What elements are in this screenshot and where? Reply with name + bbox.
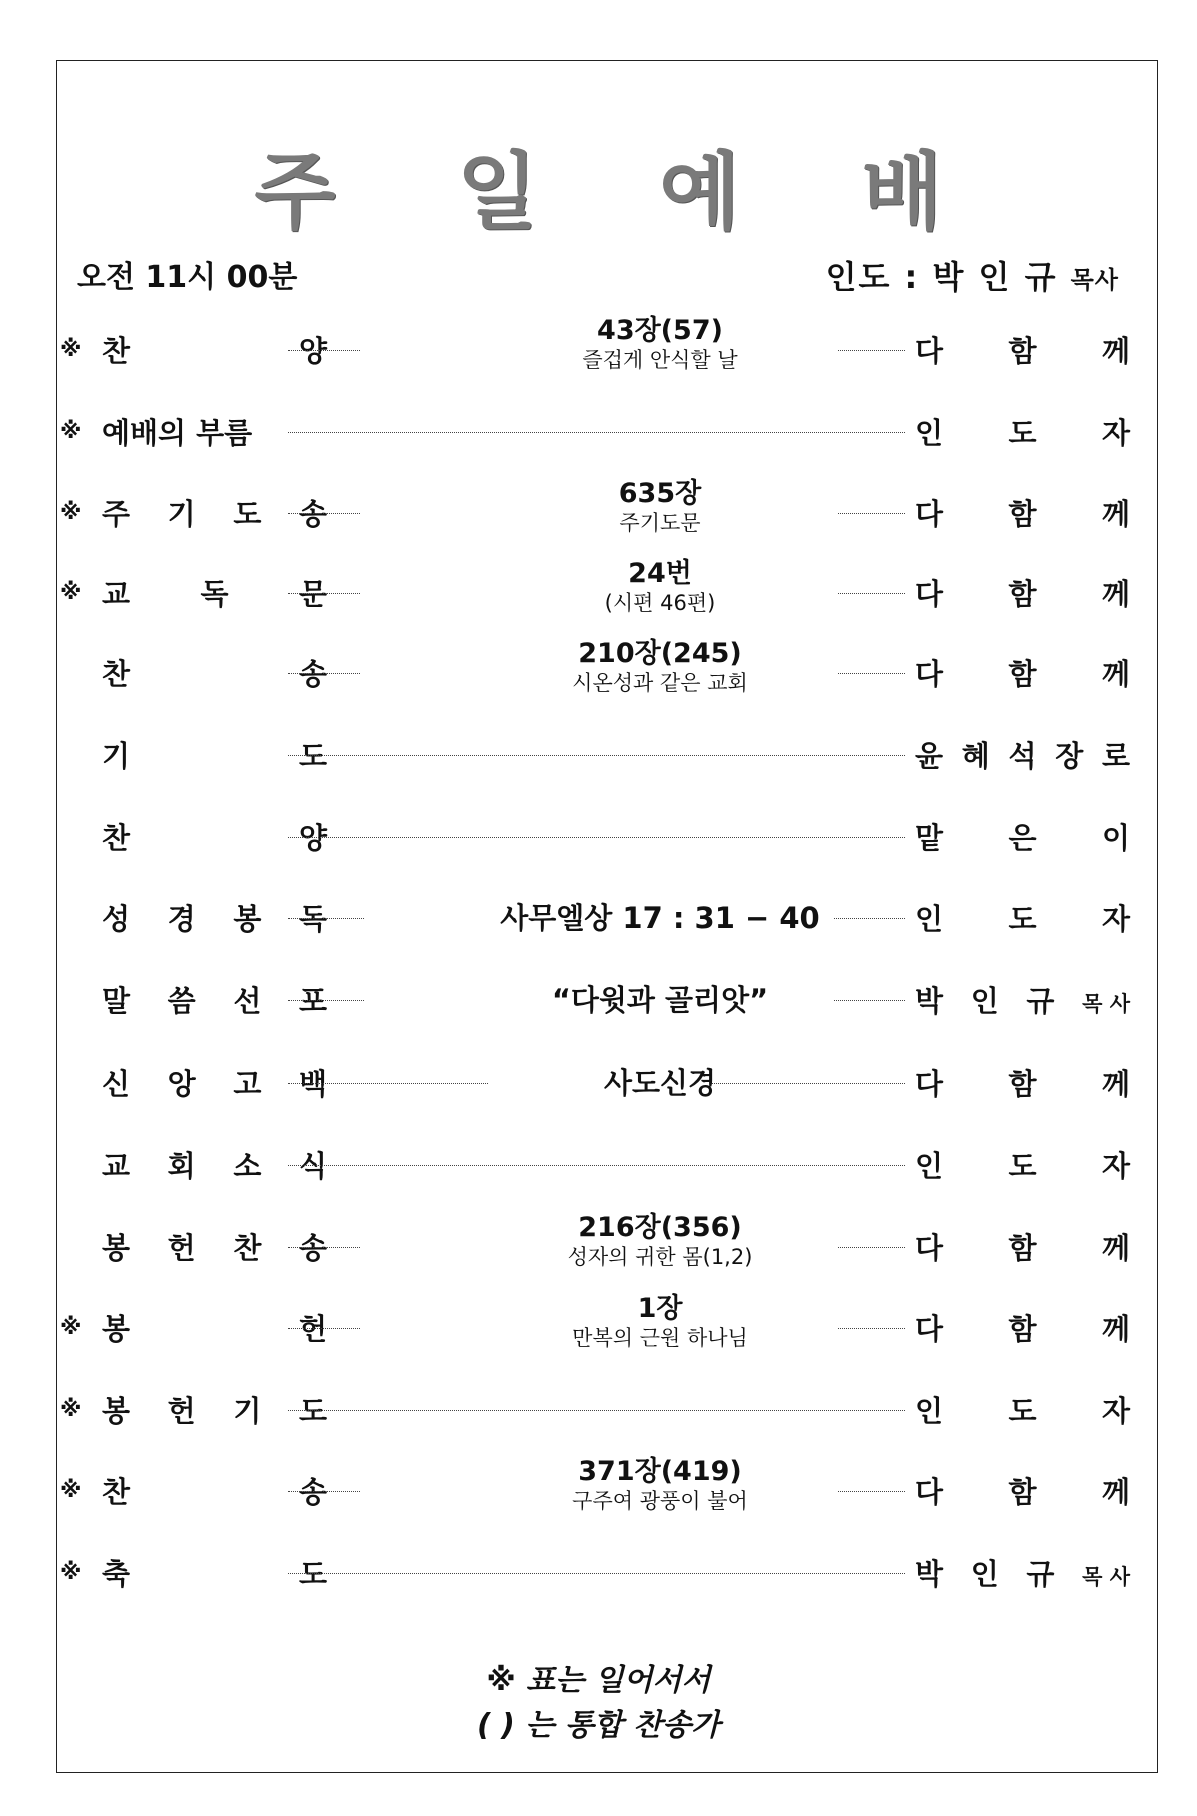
participant-char: 다 (915, 1231, 944, 1265)
row-item-char: 찬 (102, 821, 131, 855)
row-participant (915, 411, 1130, 452)
row-content (360, 893, 960, 943)
worship-row (60, 1385, 1140, 1435)
leader-role: 목사 (1070, 266, 1119, 294)
row-item-char: 헌 (167, 1394, 196, 1428)
row-item-char: 송 (298, 1231, 327, 1265)
hymn-title: 시온성과 같은 교회 (572, 671, 748, 695)
row-item-char: 주 (102, 497, 131, 531)
participant-char: 인 (970, 1557, 999, 1591)
dot-leader (288, 837, 905, 838)
hymn-or-text: 사무엘상 17 : 31 − 40 (500, 901, 820, 935)
hymn-title: 즐겁게 안식할 날 (582, 348, 738, 372)
row-item-char: 신 (102, 1067, 131, 1101)
participant-char: 목 사 (1082, 992, 1130, 1016)
worship-row (60, 730, 1140, 780)
row-item-char: 예배의 부름 (102, 416, 253, 450)
participant-char: 장 (1055, 739, 1084, 773)
hymn-or-text: 216장(356) (578, 1212, 742, 1243)
row-item-char: 성 (102, 902, 131, 936)
participant-char: 께 (1101, 577, 1130, 611)
participant-char: 인 (915, 1149, 944, 1183)
participant-char: 께 (1101, 657, 1130, 691)
worship-row (60, 638, 1140, 698)
dot-leader (288, 432, 905, 433)
participant-char: 함 (1008, 1475, 1037, 1509)
participant-char: 다 (915, 1475, 944, 1509)
row-item-char: 봉 (102, 1231, 131, 1265)
row-content (360, 1058, 960, 1108)
dot-leader (288, 1247, 360, 1248)
row-item-char: 독 (298, 902, 327, 936)
row-content (360, 1293, 960, 1351)
row-item-char: 도 (233, 497, 262, 531)
participant-char: 박 (915, 984, 944, 1018)
participant-char: 도 (1008, 1394, 1037, 1428)
participant-char: 규 (1026, 984, 1055, 1018)
row-item-char: 기 (167, 497, 196, 531)
participant-char: 도 (1008, 902, 1037, 936)
row-item-char: 봉 (233, 902, 262, 936)
row-content (360, 558, 960, 616)
participant-char: 함 (1008, 657, 1037, 691)
standing-mark: ※ (60, 580, 82, 605)
hymn-or-text: 371장(419) (578, 1456, 742, 1487)
row-item-char: 찬 (102, 334, 131, 368)
dot-leader (288, 755, 905, 756)
hymn-or-text: 24번 (628, 558, 692, 589)
row-participant (915, 816, 1130, 857)
worship-row (60, 975, 1140, 1025)
worship-row (60, 407, 1140, 457)
worship-row (60, 893, 1140, 943)
dot-leader (288, 1410, 905, 1411)
row-item-char: 축 (102, 1557, 131, 1591)
row-participant (915, 897, 1130, 938)
standing-mark: ※ (60, 1397, 82, 1422)
hymn-or-text: 635장 (618, 478, 702, 509)
standing-mark: ※ (60, 419, 82, 444)
participant-char: 께 (1101, 334, 1130, 368)
row-participant (915, 979, 1130, 1020)
row-content (360, 315, 960, 373)
participant-char: 자 (1101, 416, 1130, 450)
row-participant (915, 572, 1130, 613)
participant-char: 목 사 (1082, 1565, 1130, 1589)
row-content (360, 478, 960, 536)
participant-char: 도 (1008, 1149, 1037, 1183)
row-item-char: 도 (298, 1557, 327, 1591)
row-item-char: 헌 (167, 1231, 196, 1265)
dot-leader (288, 513, 360, 514)
worship-row (60, 1140, 1140, 1190)
hymn-or-text: 1장 (637, 1293, 683, 1324)
participant-char: 함 (1008, 497, 1037, 531)
row-item-char: 도 (298, 739, 327, 773)
hymn-title: 주기도문 (619, 511, 701, 535)
row-participant (915, 1226, 1130, 1267)
worship-row (60, 1212, 1140, 1272)
participant-char: 다 (915, 657, 944, 691)
dot-leader (288, 1491, 360, 1492)
row-item-char: 기 (102, 739, 131, 773)
service-leader (826, 252, 1119, 298)
participant-char: 다 (915, 1067, 944, 1101)
participant-char: 규 (1026, 1557, 1055, 1591)
participant-char: 윤 (915, 739, 944, 773)
worship-row (60, 1058, 1140, 1108)
row-item-char: 교 (102, 1149, 131, 1183)
participant-char: 이 (1101, 821, 1130, 855)
participant-char: 께 (1101, 1067, 1130, 1101)
row-participant (915, 734, 1130, 775)
row-participant (915, 652, 1130, 693)
row-item-char: 찬 (102, 657, 131, 691)
participant-char: 함 (1008, 1312, 1037, 1346)
dot-leader (288, 593, 360, 594)
row-item-char: 경 (167, 902, 196, 936)
participant-char: 로 (1101, 739, 1130, 773)
worship-row (60, 1456, 1140, 1516)
row-participant (915, 329, 1130, 370)
dot-leader (288, 1165, 905, 1166)
row-item-char: 회 (167, 1149, 196, 1183)
worship-row (60, 478, 1140, 538)
hymn-or-text: “다윗과 골리앗” (551, 983, 769, 1017)
participant-char: 다 (915, 577, 944, 611)
hymn-title: 구주여 광풍이 불어 (572, 1489, 748, 1513)
row-item-char: 도 (298, 1394, 327, 1428)
row-item-char: 선 (233, 984, 262, 1018)
participant-char: 자 (1101, 1149, 1130, 1183)
participant-char: 은 (1008, 821, 1037, 855)
row-item-char: 문 (298, 577, 327, 611)
hymn-or-text: 43장(57) (597, 315, 723, 346)
participant-char: 다 (915, 497, 944, 531)
row-content (360, 638, 960, 696)
hymn-title: 성자의 귀한 몸(1,2) (567, 1245, 753, 1269)
dot-leader (288, 673, 360, 674)
participant-char: 혜 (961, 739, 990, 773)
row-item-char: 식 (298, 1149, 327, 1183)
row-item-char: 봉 (102, 1312, 131, 1346)
standing-mark: ※ (60, 500, 82, 525)
row-participant (915, 1389, 1130, 1430)
worship-row (60, 1293, 1140, 1353)
participant-char: 께 (1101, 497, 1130, 531)
row-item-char: 찬 (233, 1231, 262, 1265)
dot-leader (288, 1000, 364, 1001)
worship-row (60, 812, 1140, 862)
participant-char: 다 (915, 1312, 944, 1346)
row-item-char: 헌 (298, 1312, 327, 1346)
dot-leader (288, 918, 364, 919)
dot-leader (288, 1573, 905, 1574)
row-participant (915, 1307, 1130, 1348)
dot-leader (288, 350, 360, 351)
participant-char: 께 (1101, 1231, 1130, 1265)
participant-char: 함 (1008, 334, 1037, 368)
row-item-char: 양 (298, 334, 327, 368)
participant-char: 함 (1008, 577, 1037, 611)
row-item-char: 앙 (167, 1067, 196, 1101)
row-participant (915, 1062, 1130, 1103)
row-item-char: 찬 (102, 1475, 131, 1509)
row-item-char: 독 (200, 577, 229, 611)
hymn-title: (시편 46편) (604, 591, 716, 615)
row-item-char: 씀 (167, 984, 196, 1018)
row-item-char: 기 (233, 1394, 262, 1428)
participant-char: 다 (915, 334, 944, 368)
hymn-or-text: 210장(245) (578, 638, 742, 669)
participant-char: 인 (970, 984, 999, 1018)
row-item-char: 소 (233, 1149, 262, 1183)
row-participant (915, 1144, 1130, 1185)
participant-char: 자 (1101, 1394, 1130, 1428)
row-participant (915, 492, 1130, 533)
hymn-or-text: 사도신경 (603, 1066, 717, 1100)
row-item-char: 백 (298, 1067, 327, 1101)
row-item-char: 양 (298, 821, 327, 855)
worship-row (60, 315, 1140, 375)
page-title: 주 일 예 배 (254, 143, 989, 241)
worship-row (60, 1548, 1140, 1598)
participant-char: 석 (1008, 739, 1037, 773)
note-standing: ※ 표는 일어서서 (486, 1663, 711, 1698)
participant-char: 함 (1008, 1231, 1037, 1265)
standing-mark: ※ (60, 1315, 82, 1340)
row-item-char: 송 (298, 657, 327, 691)
row-content (360, 1212, 960, 1270)
row-item-char: 고 (233, 1067, 262, 1101)
participant-char: 인 (915, 416, 944, 450)
row-participant (915, 1552, 1130, 1593)
participant-char: 께 (1101, 1312, 1130, 1346)
row-item-char: 교 (102, 577, 131, 611)
participant-char: 인 (915, 902, 944, 936)
participant-char: 께 (1101, 1475, 1130, 1509)
participant-char: 맡 (915, 821, 944, 855)
participant-char: 인 (915, 1394, 944, 1428)
participant-char: 도 (1008, 416, 1037, 450)
service-time: 오전 11시 00분 (77, 260, 298, 295)
row-item-char: 말 (102, 984, 131, 1018)
standing-mark: ※ (60, 1478, 82, 1503)
standing-mark: ※ (60, 337, 82, 362)
participant-char: 박 (915, 1557, 944, 1591)
participant-char: 자 (1101, 902, 1130, 936)
row-participant (915, 1470, 1130, 1511)
dot-leader (288, 1328, 360, 1329)
leader-name: 인도 : 박 인 규 (825, 258, 1058, 296)
row-content (360, 1456, 960, 1514)
note-hymnal: ( ) 는 통합 찬송가 (476, 1708, 721, 1743)
worship-row (60, 558, 1140, 618)
row-item-char: 봉 (102, 1394, 131, 1428)
participant-char: 함 (1008, 1067, 1037, 1101)
row-item-char: 송 (298, 1475, 327, 1509)
standing-mark: ※ (60, 1560, 82, 1585)
hymn-title: 만복의 근원 하나님 (572, 1326, 748, 1350)
row-item-char: 송 (298, 497, 327, 531)
row-content (360, 975, 960, 1025)
row-item-char: 포 (298, 984, 327, 1018)
